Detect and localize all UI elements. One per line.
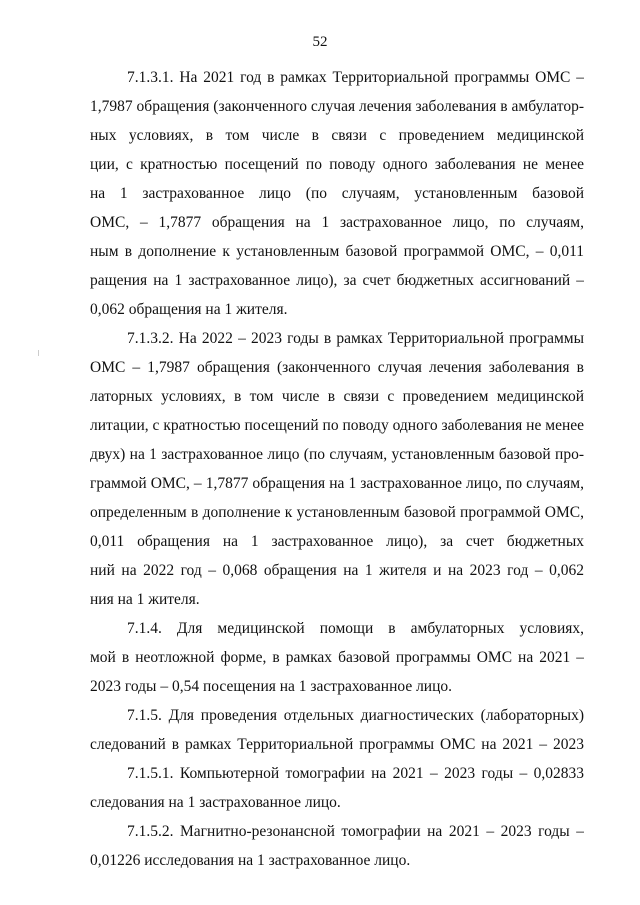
text-line: 7.1.3.2. На 2022 – 2023 годы в рамках Территориальной программы (127, 330, 584, 347)
text-line: ний на 2022 год – 0,068 обращения на 1 жителя и на 2023 год – 0,062 (90, 562, 584, 579)
text-line: ных условиях, в том числе в связи с проведением медицинской (90, 127, 584, 144)
text-line: мой в неотложной форме, в рамках базовой программы ОМС на 2021 – (90, 649, 584, 666)
text-line: двух) на 1 застрахованное лицо (по случаям, установленным базовой про- (90, 446, 584, 463)
text-line: ращения на 1 застрахованное лицо), за счет бюджетных ассигнований – (90, 272, 584, 289)
text-line: 7.1.4. Для медицинской помощи в амбулаторных условиях, (127, 620, 584, 637)
text-line: ции, с кратностью посещений по поводу одного заболевания не менее (90, 156, 584, 173)
page-number: 52 (312, 34, 328, 50)
text-line: 0,01226 исследования на 1 застрахованное лицо. (90, 852, 411, 869)
text-line: ным в дополнение к установленным базовой программой ОМС, – 0,011 (90, 243, 584, 260)
text-line: ОМС – 1,7987 обращения (законченного случая лечения заболевания в (90, 359, 584, 376)
text-line: 7.1.5. Для проведения отдельных диагностических (лабораторных) (127, 707, 584, 724)
margin-mark (38, 350, 39, 356)
text-line: ния на 1 жителя. (90, 591, 200, 608)
text-line: латорных условиях, в том числе в связи с проведением медицинской (90, 388, 584, 405)
text-line: 1,7987 обращения (законченного случая лечения заболевания в амбулатор- (90, 98, 584, 115)
text-line: следований в рамках Территориальной программы ОМС на 2021 – 2023 (90, 736, 584, 753)
text-line: граммой ОМС, – 1,7877 обращения на 1 застрахованное лицо, по случаям, (90, 475, 584, 492)
text-line: 7.1.5.2. Магнитно-резонансной томографии на 2021 – 2023 годы – (127, 823, 584, 840)
text-line: ОМС, – 1,7877 обращения на 1 застрахованное лицо, по случаям, (90, 214, 584, 231)
text-line: 0,062 обращения на 1 жителя. (90, 301, 288, 318)
text-line: на 1 застрахованное лицо (по случаям, установленным базовой (90, 185, 584, 202)
text-line: 2023 годы – 0,54 посещения на 1 застрахованное лицо. (90, 678, 453, 695)
text-line: 0,011 обращения на 1 застрахованное лицо), за счет бюджетных (90, 533, 584, 550)
text-line: следования на 1 застрахованное лицо. (90, 794, 341, 811)
text-line: литации, с кратностью посещений по поводу одного заболевания не менее (90, 417, 584, 434)
text-line: 7.1.3.1. На 2021 год в рамках Территориальной программы ОМС – (127, 69, 584, 86)
text-line: 7.1.5.1. Компьютерной томографии на 2021 – 2023 годы – 0,02833 (127, 765, 584, 782)
text-line: определенным в дополнение к установленным базовой программой ОМС, (90, 504, 584, 521)
